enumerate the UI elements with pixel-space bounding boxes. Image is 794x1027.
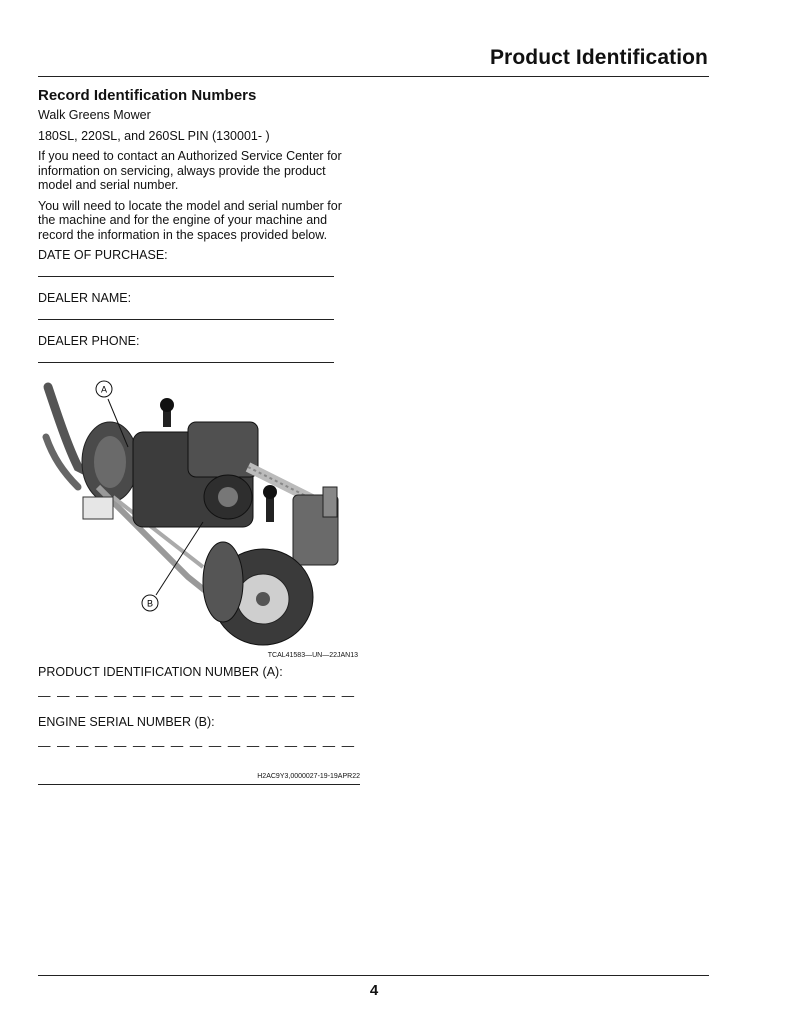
engine-serial-label: ENGINE SERIAL NUMBER (B): (38, 715, 215, 729)
dealer-phone-label: DEALER PHONE: (38, 334, 140, 348)
main-column (38, 87, 360, 785)
footer-divider (38, 975, 709, 976)
figure-reference: TCAL41583—UN—22JAN13 (267, 652, 358, 659)
mower-drawing (38, 377, 360, 657)
mower-illustration (38, 377, 360, 657)
pin-blank: — — — — — — — — — — — — — — — — — (38, 689, 356, 703)
dealer-name-blank (38, 305, 334, 320)
doc-id-row (38, 765, 360, 785)
dealer-phone-blank (38, 348, 334, 363)
page-title: Product Identification (489, 46, 708, 69)
page-number: 4 (369, 982, 379, 999)
pin-label: PRODUCT IDENTIFICATION NUMBER (A): (38, 665, 283, 679)
locate-paragraph: You will need to locate the model and serial number for the machine and for the engine of your machine and record the information in the spaces provided below. (38, 198, 342, 242)
header-divider (38, 76, 709, 77)
document-id: H2AC9Y3,0000027-19-19APR22 (257, 773, 360, 780)
engine-serial-blank: — — — — — — — — — — — — — — — — — (38, 739, 356, 753)
callout-b-label: B (146, 598, 154, 609)
product-subtitle: Walk Greens Mower (38, 108, 151, 122)
date-of-purchase-label: DATE OF PURCHASE: (38, 248, 168, 262)
date-of-purchase-blank (38, 262, 334, 277)
contact-paragraph: If you need to contact an Authorized Service Center for information on servicing, always provide the product model and serial number. (38, 149, 342, 192)
dealer-name-label: DEALER NAME: (38, 291, 132, 305)
section-heading: Record Identification Numbers (38, 87, 257, 104)
callout-a-label: A (100, 384, 108, 395)
model-numbers: 180SL, 220SL, and 260SL PIN (130001- ) (38, 128, 270, 143)
